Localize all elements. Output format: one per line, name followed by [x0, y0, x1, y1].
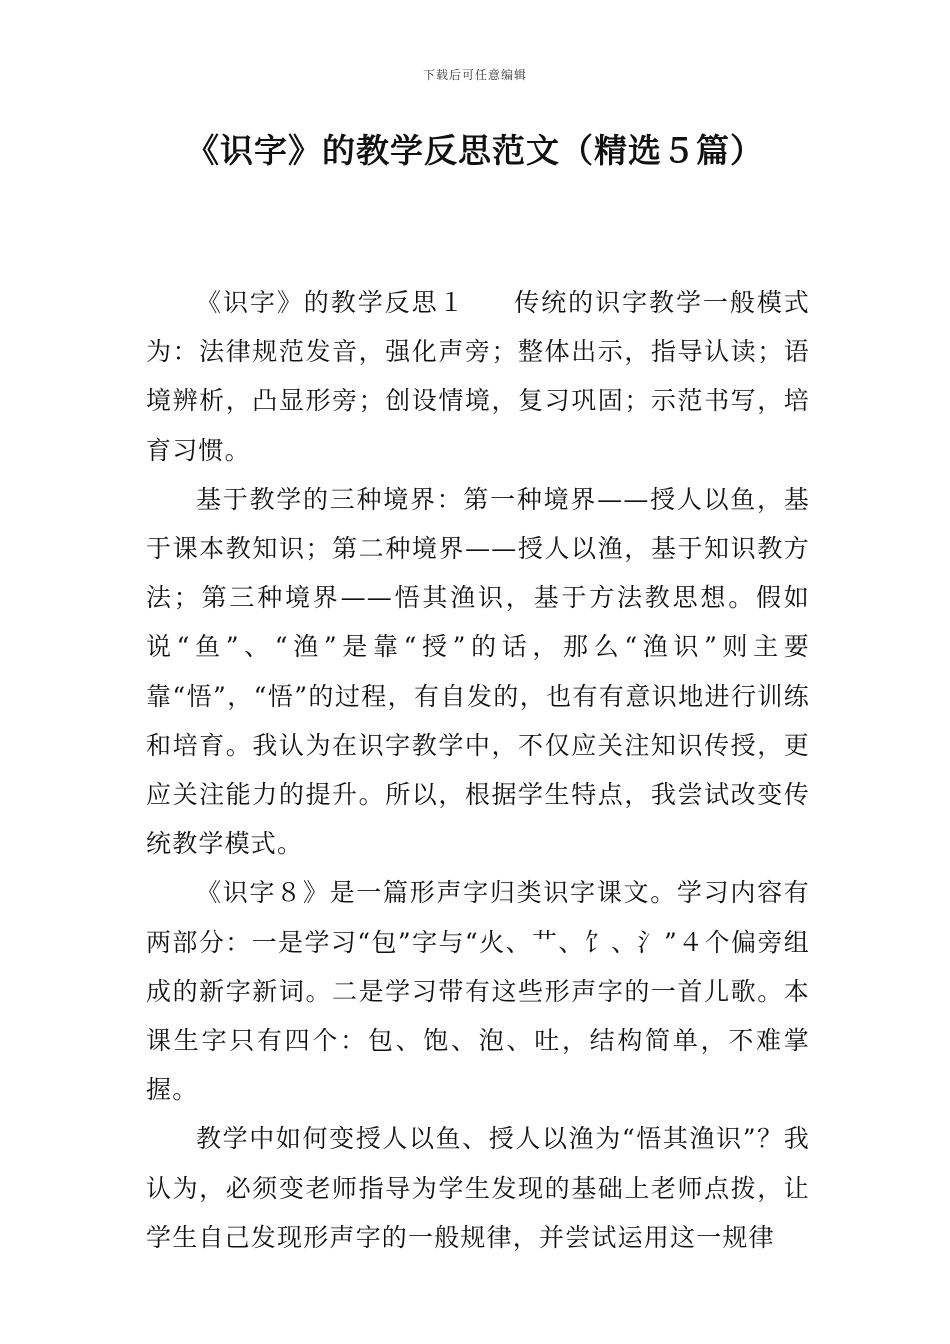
section-heading: 《识字》的教学反思１: [196, 288, 466, 317]
document-body: [146, 278, 810, 1262]
paragraph-2: 基于教学的三种境界：第一种境界——授人以鱼，基于课本教知识；第二种境界——授人以渔，基于知识教方法；第三种境界——悟其渔识，基于方法教思想。假如说“鱼”、“渔”是靠“授”的话，那么“渔识”则主要靠“悟”，“悟”的过程，有自发的，也有有意识地进行训练和培育。我认为在识字教学中，不仅应关注知识传授，更应关注能力的提升。所以，根据学生特点，我尝试改变传统教学模式。: [146, 484, 810, 859]
paragraph-1: [146, 278, 810, 475]
paragraph-text: 传统的识字教学一般模式为：法律规范发音，强化声旁；整体出示，指导认读；语境辨析，凸显形旁；创设情境，复习巩固；示范书写，培育习惯。: [146, 288, 810, 465]
page-title: 《识字》的教学反思范文（精选５篇）: [186, 131, 764, 170]
header-note: 下载后可任意编辑: [422, 68, 527, 82]
paragraph-4: 教学中如何变授人以鱼、授人以渔为“悟其渔识”？我认为，必须变老师指导为学生发现的基础上老师点拨，让学生自己发现形声字的一般规律，并尝试运用这一规律: [146, 1124, 810, 1252]
paragraph-3: 《识字８》是一篇形声字归类识字课文。学习内容有两部分：一是学习“包”字与“火、艹、饣、氵”４个偏旁组成的新字新词。二是学习带有这些形声字的一首儿歌。本课生字只有四个：包、饱、泡、吐，结构简单，不难掌握。: [146, 878, 810, 1105]
